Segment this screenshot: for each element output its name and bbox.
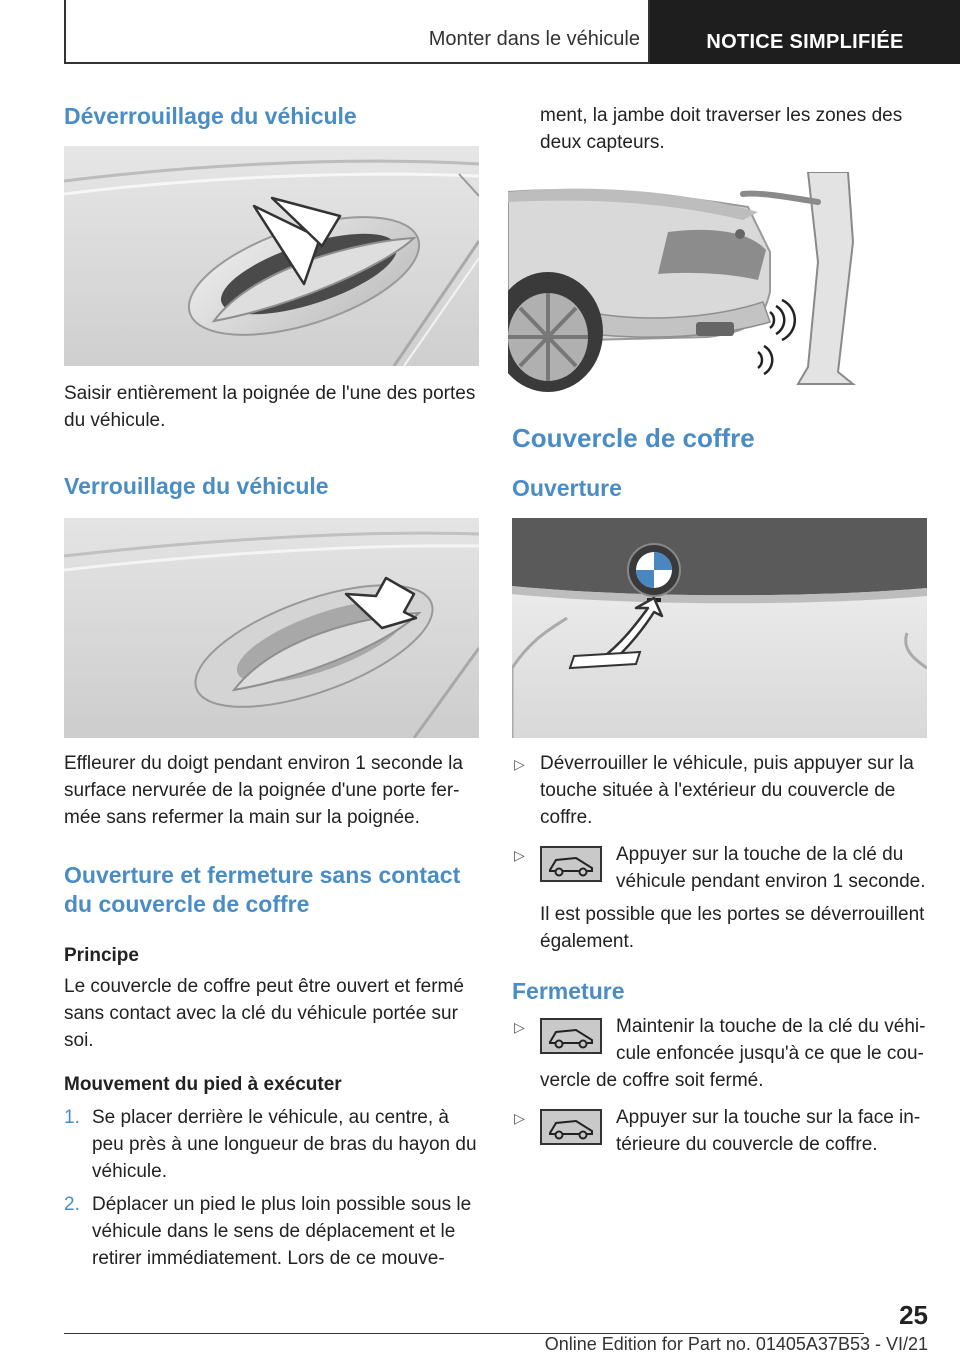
step-text: Déplacer un pied le plus loin possible sous le véhicule dans le sens de déplacement et le retirer immédiatement. Lors de ce mouve- [92, 1194, 472, 1269]
trunk-heading: Couvercle de coffre [512, 423, 755, 453]
opening-list [512, 750, 927, 955]
page-number: 25 [899, 1300, 928, 1330]
opening-item-text: Appuyer sur la touche de la clé du véhicule pendant environ 1 seconde. [616, 844, 926, 892]
opening-note: Il est possible que les portes se déverrouillent également. [540, 904, 925, 952]
lock-heading: Verrouillage du véhicule [64, 473, 329, 499]
step-number: 2. [64, 1194, 80, 1215]
trunk-button-illustration [512, 518, 927, 738]
foot-movement-heading: Mouvement du pied à exécuter [64, 1074, 342, 1095]
opening-item-text: Déverrouiller le véhicule, puis appuyer sur la touche située à l'extérieur du couvercle de coffre. [540, 753, 914, 828]
car-key-trunk-button-icon [540, 846, 602, 882]
right-column [512, 102, 927, 1158]
closing-item-text: Maintenir la touche de la clé du véhi- cule enfoncée jusqu'à ce que le cou- vercle de coffre soit fermé. [540, 1016, 926, 1091]
list-item [64, 1104, 479, 1185]
header-tab-label: NOTICE SIMPLIFIÉE [650, 0, 960, 64]
step-text: Se placer derrière le véhicule, au centre, à peu près à une longueur de bras du hayon du véhicule. [92, 1107, 477, 1182]
door-handle-lock-illustration [64, 518, 479, 738]
principle-text: Le couvercle de coffre peut être ouvert et fermé sans contact avec la clé du véhicule portée sur soi. [64, 976, 464, 1051]
step-continuation-text: ment, la jambe doit traverser les zones des deux capteurs. [540, 105, 903, 153]
contactless-heading: Ouverture et fermeture sans contact du couvercle de coffre [64, 862, 461, 917]
list-item [512, 1104, 927, 1158]
bullet-triangle-icon: ▷ [514, 1019, 525, 1035]
principle-heading: Principe [64, 945, 139, 966]
left-column [64, 102, 479, 1272]
list-item [512, 750, 927, 831]
closing-item-text: Appuyer sur la touche sur la face in- térieure du couvercle de coffre. [616, 1107, 921, 1155]
header-section-title: Monter dans le véhicule [428, 28, 640, 50]
list-item [512, 841, 927, 955]
header-rule-bottom [64, 62, 650, 64]
bullet-triangle-icon: ▷ [514, 1110, 525, 1126]
opening-heading: Ouverture [512, 475, 622, 501]
unlock-heading: Déverrouillage du véhicule [64, 103, 357, 129]
car-key-trunk-button-icon [540, 1109, 602, 1145]
foot-steps-list [64, 1104, 479, 1272]
footer-edition: Online Edition for Part no. 01405A37B53 - VI/21 [544, 1334, 928, 1354]
list-item [512, 1013, 927, 1094]
lock-text: Effleurer du doigt pendant environ 1 seconde la surface nervurée de la poignée d'une porte fer- mée sans refermer la main sur la poignée. [64, 753, 463, 828]
trunk-foot-sensor-illustration [508, 172, 863, 392]
bullet-triangle-icon: ▷ [514, 847, 525, 863]
car-key-trunk-button-icon [540, 1018, 602, 1054]
closing-heading: Fermeture [512, 978, 625, 1004]
list-item [64, 1191, 479, 1272]
closing-list [512, 1013, 927, 1158]
door-handle-unlock-illustration [64, 146, 479, 366]
bullet-triangle-icon: ▷ [514, 756, 525, 772]
step-number: 1. [64, 1107, 80, 1128]
header-rule-left [64, 0, 66, 64]
unlock-text: Saisir entièrement la poignée de l'une des portes du véhicule. [64, 383, 476, 431]
